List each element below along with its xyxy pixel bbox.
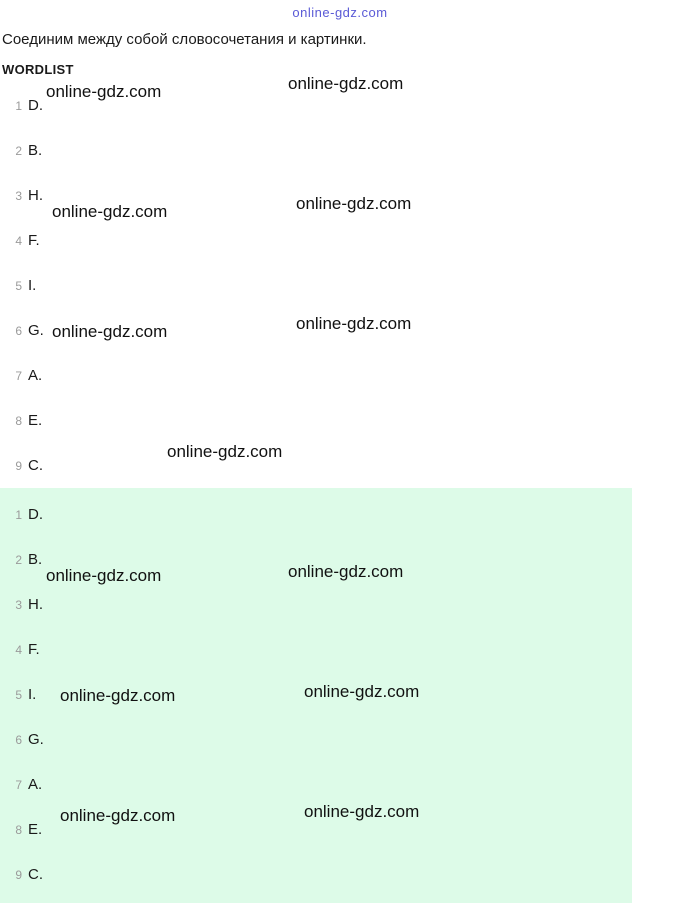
- item-number: 8: [15, 414, 22, 428]
- item-number: 3: [15, 598, 22, 612]
- item-number: 9: [15, 459, 22, 473]
- item-number: 4: [15, 234, 22, 248]
- wordlist-heading: WORDLIST: [2, 62, 74, 77]
- item-letter: C.: [28, 866, 43, 883]
- item-letter: B.: [28, 142, 43, 159]
- top-watermark: online-gdz.com: [292, 5, 388, 20]
- list-item: [0, 263, 680, 308]
- item-letter: H.: [28, 596, 43, 613]
- item-letter: F.: [28, 641, 40, 658]
- item-letter: E.: [28, 821, 43, 838]
- item-number: 3: [15, 189, 22, 203]
- item-number: 6: [15, 733, 22, 747]
- page-watermark: online-gdz.com: [167, 442, 283, 461]
- item-letter: F.: [28, 232, 40, 249]
- list-item: [0, 128, 680, 173]
- list-item: [0, 852, 632, 897]
- list-item: [0, 762, 632, 807]
- item-letter: I.: [28, 686, 37, 703]
- page-watermark: online-gdz.com: [60, 686, 176, 705]
- page-watermark: online-gdz.com: [52, 202, 168, 221]
- item-letter: D.: [28, 506, 43, 523]
- list-item: [0, 398, 680, 443]
- page-watermark: online-gdz.com: [288, 562, 404, 581]
- list-item: [0, 582, 632, 627]
- list-item: [0, 492, 632, 537]
- page-watermark: online-gdz.com: [304, 682, 420, 701]
- task-instruction: Соединим между собой словосочетания и картинки.: [2, 31, 367, 48]
- page-watermark: online-gdz.com: [52, 322, 168, 341]
- item-letter: G.: [28, 322, 44, 339]
- item-letter: C.: [28, 457, 43, 474]
- list-item: [0, 627, 632, 672]
- item-number: 7: [15, 778, 22, 792]
- page-watermark: online-gdz.com: [46, 566, 162, 585]
- item-letter: I.: [28, 277, 37, 294]
- list-item: [0, 353, 680, 398]
- item-number: 6: [15, 324, 22, 338]
- page-watermark: online-gdz.com: [46, 82, 162, 101]
- item-number: 1: [15, 508, 22, 522]
- item-number: 7: [15, 369, 22, 383]
- item-number: 1: [15, 99, 22, 113]
- page-watermark: online-gdz.com: [304, 802, 420, 821]
- item-letter: D.: [28, 97, 43, 114]
- page-watermark: online-gdz.com: [296, 314, 412, 333]
- answer-list-plain: [0, 77, 680, 488]
- item-letter: A.: [28, 367, 43, 384]
- item-letter: G.: [28, 731, 44, 748]
- list-item: [0, 443, 680, 488]
- page-watermark: online-gdz.com: [288, 74, 404, 93]
- item-letter: B.: [28, 551, 43, 568]
- item-number: 8: [15, 823, 22, 837]
- item-number: 4: [15, 643, 22, 657]
- page-watermark: online-gdz.com: [60, 806, 176, 825]
- item-letter: E.: [28, 412, 43, 429]
- page-watermark: online-gdz.com: [296, 194, 412, 213]
- list-item: [0, 218, 680, 263]
- item-letter: A.: [28, 776, 43, 793]
- item-letter: H.: [28, 187, 43, 204]
- item-number: 2: [15, 144, 22, 158]
- item-number: 9: [15, 868, 22, 882]
- item-number: 5: [15, 688, 22, 702]
- list-item: [0, 717, 632, 762]
- item-number: 5: [15, 279, 22, 293]
- item-number: 2: [15, 553, 22, 567]
